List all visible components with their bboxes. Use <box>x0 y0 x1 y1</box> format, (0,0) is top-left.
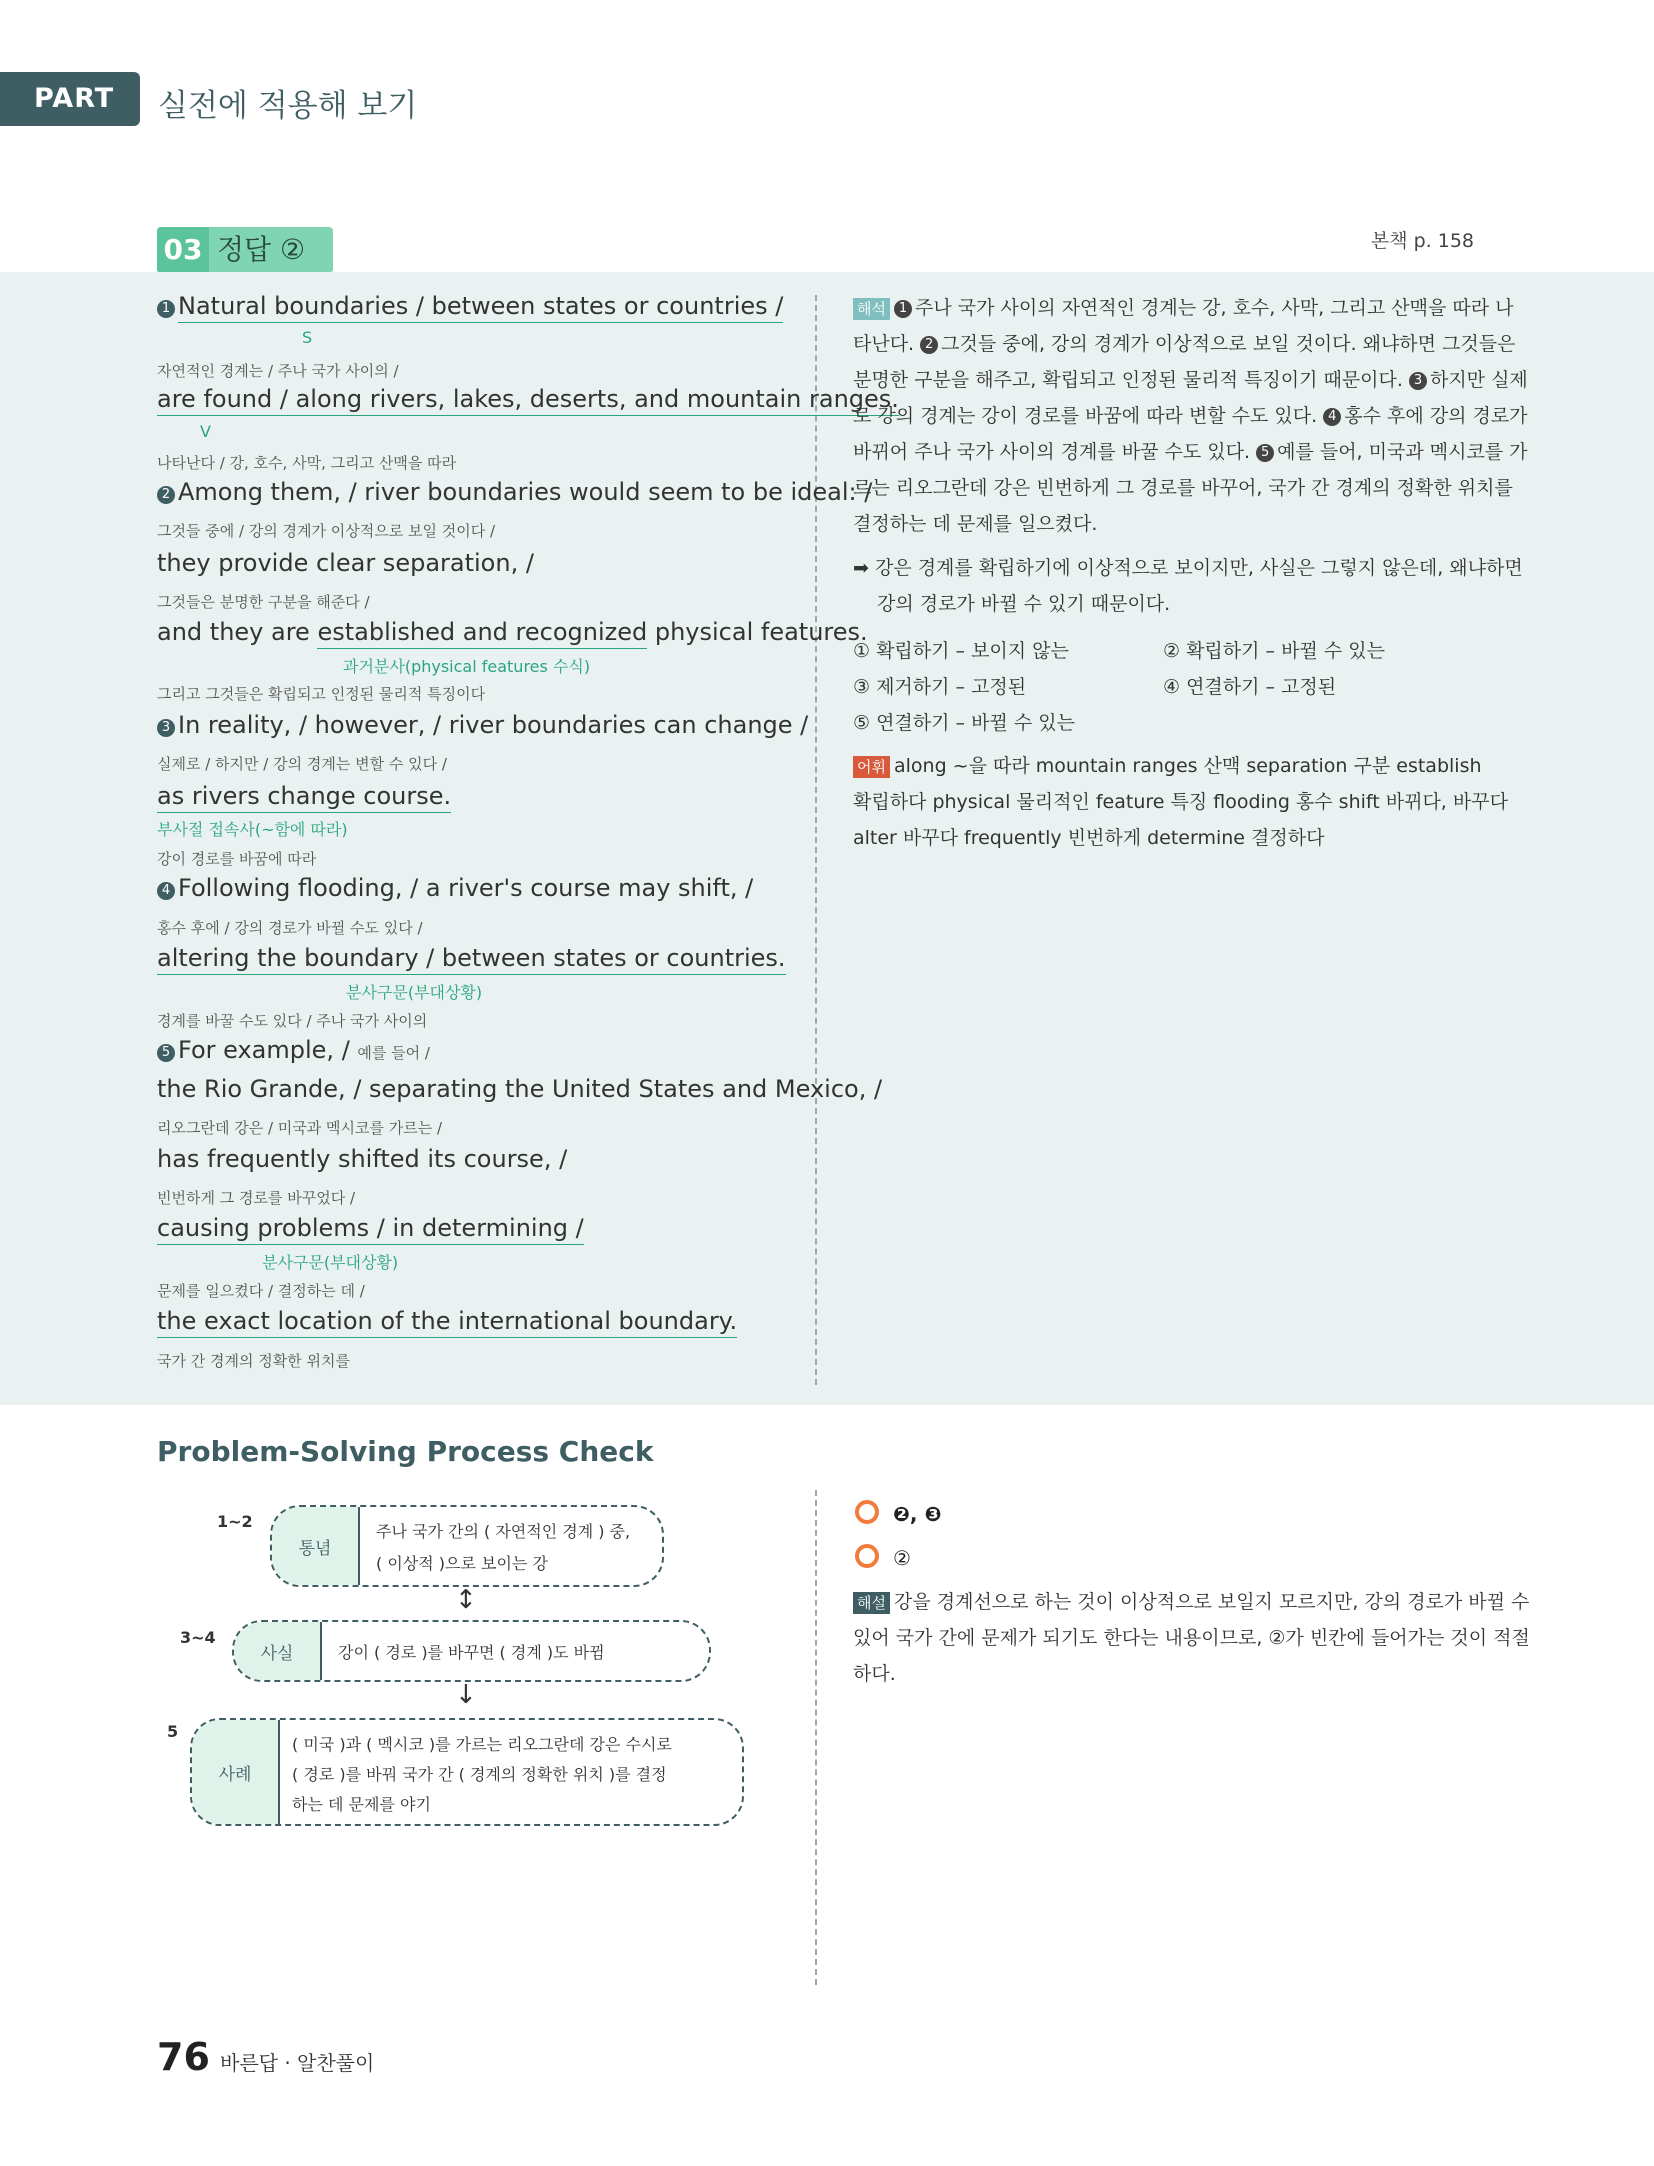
sentence-4b: altering the boundary / between states or countries. <box>157 944 786 972</box>
sentence-5e-kor: 국가 간 경계의 정확한 위치를 <box>157 1352 350 1370</box>
step-1-2: 1~2 <box>217 1512 253 1531</box>
sentence-1b: are found / along rivers, lakes, deserts, and mountain ranges. <box>157 385 899 413</box>
vocab-tag: 어휘 <box>853 756 890 778</box>
step-3-4: 3~4 <box>180 1628 216 1647</box>
grammar-note-3: 부사절 접속사(~함에 따라) <box>157 820 348 839</box>
example-label: 사례 <box>192 1720 280 1824</box>
fact-box <box>232 1620 711 1682</box>
sentence-1b-kor: 나타난다 / 강, 호수, 사막, 그리고 산맥을 따라 <box>157 454 457 472</box>
translation-tag: 해석 <box>853 298 890 320</box>
circled-number-3: 3 <box>157 719 175 737</box>
concept-label: 통념 <box>272 1507 360 1585</box>
summary-line-2: 강의 경로가 바뀔 수 있기 때문이다. <box>877 593 1171 615</box>
arrow-down: ↓ <box>455 1680 477 1710</box>
part-title: 실전에 적용해 보기 <box>158 88 418 124</box>
step-5: 5 <box>167 1722 179 1741</box>
vocab-block: 어휘 along ~을 따라 mountain ranges 산맥 separation 구분 establish 확립하다 physical 물리적인 feature 특징 flooding 홍수 shift 바뀌다, 바꾸다 alter 바꾸다 frequently 빈번하게 determine 결정하다 <box>853 755 1508 849</box>
page-number: 76 <box>157 2035 210 2079</box>
sentence-5c-kor: 빈번하게 그 경로를 바꾸었다 / <box>157 1189 356 1207</box>
option-5: ⑤ 연결하기 – 바뀔 수 있는 <box>853 712 1075 734</box>
sentence-2b-kor: 그것들은 분명한 구분을 해준다 / <box>157 593 370 611</box>
sentence-1a-kor: 자연적인 경계는 / 주나 국가 사이의 / <box>157 362 399 380</box>
sentence-3b: as rivers change course. <box>157 782 451 810</box>
sentence-3a-kor: 실제로 / 하지만 / 강의 경계는 변할 수 있다 / <box>157 755 447 773</box>
sentence-5e: the exact location of the international boundary. <box>157 1307 737 1335</box>
answer-marker-icon <box>855 1544 879 1568</box>
option-1: ① 확립하기 – 보이지 않는 <box>853 640 1069 662</box>
sentence-4a: 4 Following flooding, / a river's course may shift, / <box>157 874 753 902</box>
example-box <box>190 1718 744 1826</box>
option-2: ② 확립하기 – 바뀔 수 있는 <box>1163 640 1385 662</box>
sentence-5a: 5 For example, / 예를 들어 / <box>157 1036 430 1064</box>
answer-label: 정답 ② <box>217 233 306 266</box>
summary-line-1: ➡ 강은 경계를 확립하기에 이상적으로 보이지만, 사실은 그렇지 않은데, 왜냐하면 <box>853 557 1523 579</box>
question-number: 03 <box>157 227 209 273</box>
answer-1: ❷, ❸ <box>855 1500 941 1526</box>
sentence-2b: they provide clear separation, / <box>157 549 534 577</box>
concept-line-2: ( 이상적 )으로 보이는 강 <box>376 1554 548 1573</box>
bottom-divider <box>815 1490 817 1985</box>
sentence-2c: and they are established and recognized physical features. <box>157 618 868 646</box>
answer-2: ② <box>855 1544 911 1570</box>
grammar-note-2: 과거분사(physical features 수식) <box>343 657 591 676</box>
concept-line-1: 주나 국가 간의 ( 자연적인 경계 ) 중, <box>376 1522 631 1541</box>
part-label: PART Ⅲ <box>0 72 140 126</box>
fact-label: 사실 <box>234 1622 322 1680</box>
translation-block: 해석 1 주나 국가 사이의 자연적인 경계는 강, 호수, 사막, 그리고 산맥을 따라 나 타난다. 2 그것들 중에, 강의 경계가 이상적으로 보일 것이다. 왜냐하면 그것들은 분명한 구분을 해주고, 확립되고 인정된 물리적 특징이기 때문이다. 3 하지만 실제 로 강의 경계는 강이 경로를 바꿈에 따라 변할 수도 있다. 4 홍수 후에 강의 경로가 바뀌어 주나 국가 사이의 경계를 바꿀 수도 있다. 5 예를 들어, 미국과 멕시코를 가 르는 리오그란데 강은 빈번하게 그 경로를 바꾸어, 국가 간 경계의 정확한 위치를 결정하는 데 문제를 일으켰다. ➡ 강은 경계를 확립하기에 이상적으로 보이지만, 사실은 그렇지 않은데, 왜냐하면 강의 경로가 바뀔 수 있기 때문이다. <box>853 290 1473 622</box>
question-badge <box>157 227 333 273</box>
sentence-2a-kor: 그것들 중에 / 강의 경계가 이상적으로 보일 것이다 / <box>157 522 496 540</box>
verb-mark: V <box>200 422 211 441</box>
sentence-5b-kor: 리오그란데 강은 / 미국과 멕시코를 가르는 / <box>157 1119 443 1137</box>
option-4: ④ 연결하기 – 고정된 <box>1163 676 1337 698</box>
sentence-5d-kor: 문제를 일으켰다 / 결정하는 데 / <box>157 1282 365 1300</box>
example-line-1: ( 미국 )과 ( 멕시코 )를 가르는 리오그란데 강은 수시로 <box>292 1735 672 1754</box>
sentence-2a: 2 Among them, / river boundaries would seem to be ideal: / <box>157 478 872 506</box>
example-line-3: 하는 데 문제를 야기 <box>292 1795 431 1814</box>
column-divider <box>815 295 817 1385</box>
sentence-5d: causing problems / in determining / <box>157 1214 584 1242</box>
explanation-tag: 해설 <box>853 1592 890 1614</box>
circled-number-5: 5 <box>157 1044 175 1062</box>
sentence-3b-kor: 강이 경로를 바꿈에 따라 <box>157 850 317 868</box>
sentence-4a-kor: 홍수 후에 / 강의 경로가 바뀔 수도 있다 / <box>157 919 423 937</box>
sentence-2c-kor: 그리고 그것들은 확립되고 인정된 물리적 특징이다 <box>157 685 486 703</box>
fact-line: 강이 ( 경로 )를 바꾸면 ( 경계 )도 바뀜 <box>338 1643 605 1662</box>
sentence-5c: has frequently shifted its course, / <box>157 1145 568 1173</box>
subject-mark: S <box>302 328 313 347</box>
grammar-note-5: 분사구문(부대상황) <box>262 1253 399 1272</box>
grammar-note-4: 분사구문(부대상황) <box>346 983 483 1002</box>
example-line-2: ( 경로 )를 바꿔 국가 간 ( 경계의 정확한 위치 )를 결정 <box>292 1765 667 1784</box>
answer-marker-icon <box>855 1500 879 1524</box>
explanation-block: 해설 강을 경계선으로 하는 것이 이상적으로 보일지 모르지만, 강의 경로가 바뀔 수 있어 국가 간에 문제가 되기도 한다는 내용이므로, ②가 빈칸에 들어가는 것이 적절 하다. <box>853 1591 1530 1685</box>
sentence-4b-kor: 경계를 바꿀 수도 있다 / 주나 국가 사이의 <box>157 1012 428 1030</box>
arrow-updown: ↕ <box>455 1585 477 1615</box>
circled-number-2: 2 <box>157 486 175 504</box>
concept-box <box>270 1505 664 1587</box>
page-reference: 본책 p. 158 <box>1370 230 1474 252</box>
sentence-3a: 3 In reality, / however, / river boundaries can change / <box>157 711 808 739</box>
circled-number-1: 1 <box>157 300 175 318</box>
process-check-title: Problem-Solving Process Check <box>157 1435 654 1468</box>
sentence-5b: the Rio Grande, / separating the United States and Mexico, / <box>157 1075 883 1103</box>
book-title: 바른답 · 알찬풀이 <box>220 2051 375 2075</box>
option-3: ③ 제거하기 – 고정된 <box>853 676 1027 698</box>
circled-number-4: 4 <box>157 882 175 900</box>
sentence-1a: 1 Natural boundaries / between states or countries / <box>157 292 783 320</box>
